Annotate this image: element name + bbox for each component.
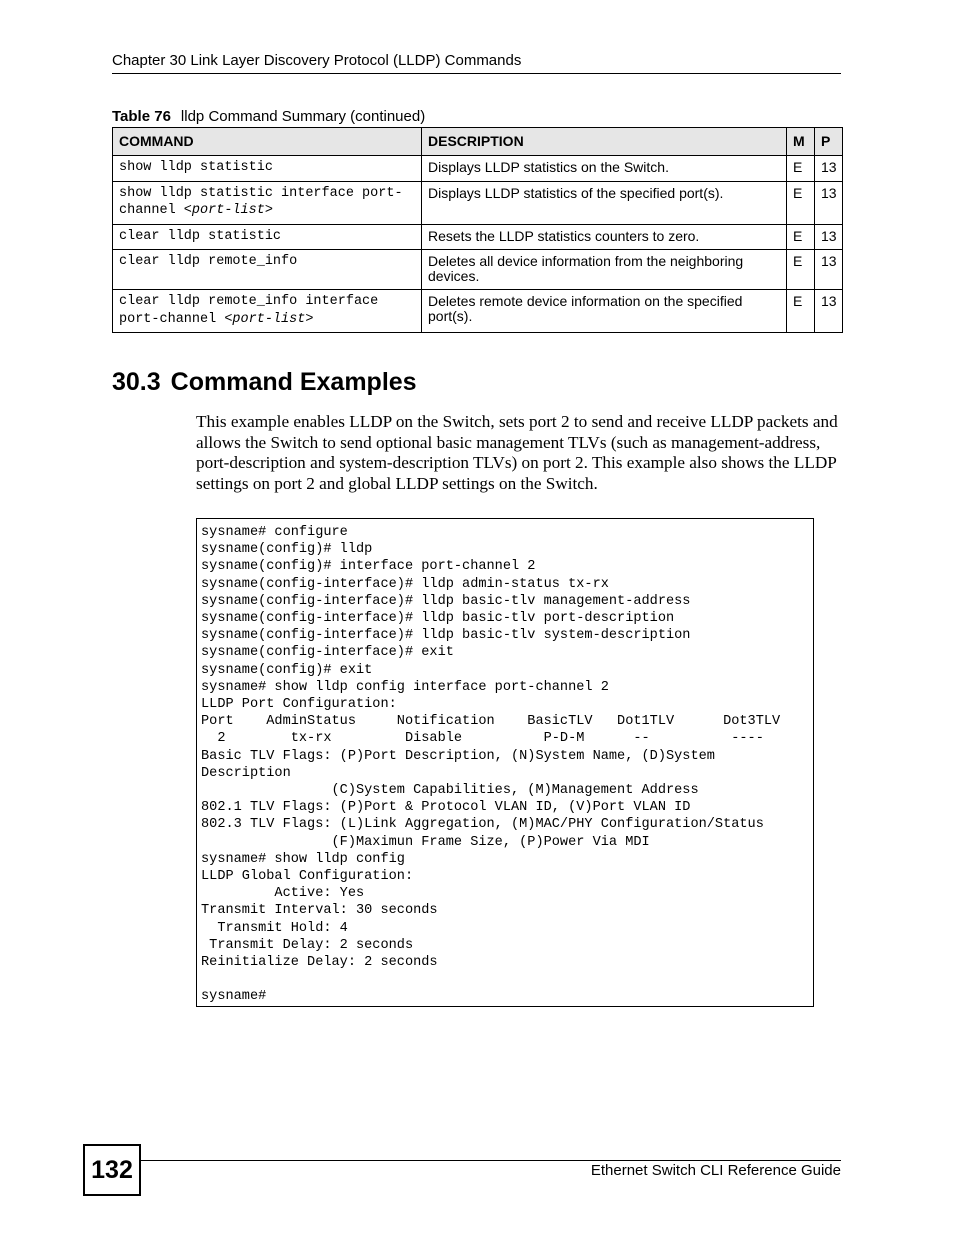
page-number: 132: [83, 1144, 141, 1196]
guide-title: Ethernet Switch CLI Reference Guide: [590, 1162, 841, 1179]
command-cell: show lldp statistic: [113, 156, 422, 182]
code-example: sysname# configure sysname(config)# lldp sysname(config)# interface port-channel 2 sysname(config-interface)# lldp admin-status tx-rx sysname(config-interface)# lldp basic-tlv management-address sysname(config-interface)# lldp basic-tlv port-description sysname(config-interface)# lldp basic-tlv system-description sysname(config-interface)# exit sysname(config)# exit sysname# show lldp config interface port-channel 2 LLDP Port Configuration: Port AdminStatus Notification BasicTLV Dot1TLV Dot3TLV 2 tx-rx Disable P-D-M -- ---- Basic TLV Flags: (P)Port Description, (N)System Name, (D)System Description (C)System Capabilities, (M)Management Address 802.1 TLV Flags: (P)Port & Protocol VLAN ID, (V)Port VLAN ID 802.3 TLV Flags: (L)Link Aggregation, (M)MAC/PHY Configuration/Status (F)Maximun Frame Size, (P)Power Via MDI sysname# show lldp config LLDP Global Configuration: Active: Yes Transmit Interval: 30 seconds Transmit Hold: 4 Transmit Delay: 2 seconds Reinitialize Delay: 2 seconds sysname#: [201, 525, 781, 1005]
p-cell: 13: [815, 250, 843, 290]
p-cell: 13: [815, 224, 843, 250]
p-cell: 13: [815, 290, 843, 333]
command-param: port-list: [232, 311, 306, 327]
m-cell: E: [787, 156, 815, 182]
command-param: port-list: [191, 203, 265, 218]
description-cell: Resets the LLDP statistics counters to zero.: [422, 224, 787, 250]
m-cell: E: [787, 181, 815, 224]
section-title: Command Examples: [170, 368, 417, 396]
table-row: [113, 250, 843, 290]
command-cell: clear lldp statistic: [113, 224, 422, 250]
page-header: [112, 51, 841, 74]
table-header-row: [113, 128, 843, 156]
column-header-command: COMMAND: [113, 128, 422, 156]
table-caption-number: Table 76: [112, 108, 171, 125]
section-number: 30.3: [112, 368, 161, 396]
column-header-m: M: [787, 128, 815, 156]
description-cell: Displays LLDP statistics of the specified port(s).: [422, 181, 787, 224]
m-cell: E: [787, 224, 815, 250]
code-example-box: [196, 518, 814, 1007]
command-summary-table: [112, 127, 843, 333]
table-row: [113, 290, 843, 333]
table-caption: [112, 108, 425, 126]
table-row: [113, 224, 843, 250]
table-row: [113, 156, 843, 182]
column-header-p: P: [815, 128, 843, 156]
description-cell: Deletes all device information from the neighboring devices.: [422, 250, 787, 290]
description-cell: Displays LLDP statistics on the Switch.: [422, 156, 787, 182]
section-heading: [112, 366, 427, 398]
p-cell: 13: [815, 181, 843, 224]
section-paragraph: This example enables LLDP on the Switch, sets port 2 to send and receive LLDP packets and allows the Switch to send optional basic management TLVs (such as management-address, port-description and system-description TLVs) on port 2. This example also shows the LLDP settings on port 2 and global LLDP settings on the Switch.: [196, 412, 838, 493]
command-cell: clear lldp remote_info: [113, 250, 422, 290]
description-cell: Deletes remote device information on the specified port(s).: [422, 290, 787, 333]
table-caption-title: lldp Command Summary (continued): [180, 108, 426, 125]
m-cell: E: [787, 290, 815, 333]
table-row: [113, 181, 843, 224]
command-cell: show lldp statistic interface port-channel <port-list>: [113, 181, 422, 224]
chapter-title: Chapter 30 Link Layer Discovery Protocol (LLDP) Commands: [112, 52, 522, 69]
column-header-description: DESCRIPTION: [422, 128, 787, 156]
p-cell: 13: [815, 156, 843, 182]
m-cell: E: [787, 250, 815, 290]
command-cell: clear lldp remote_info interface port-channel <port-list>: [113, 290, 422, 333]
